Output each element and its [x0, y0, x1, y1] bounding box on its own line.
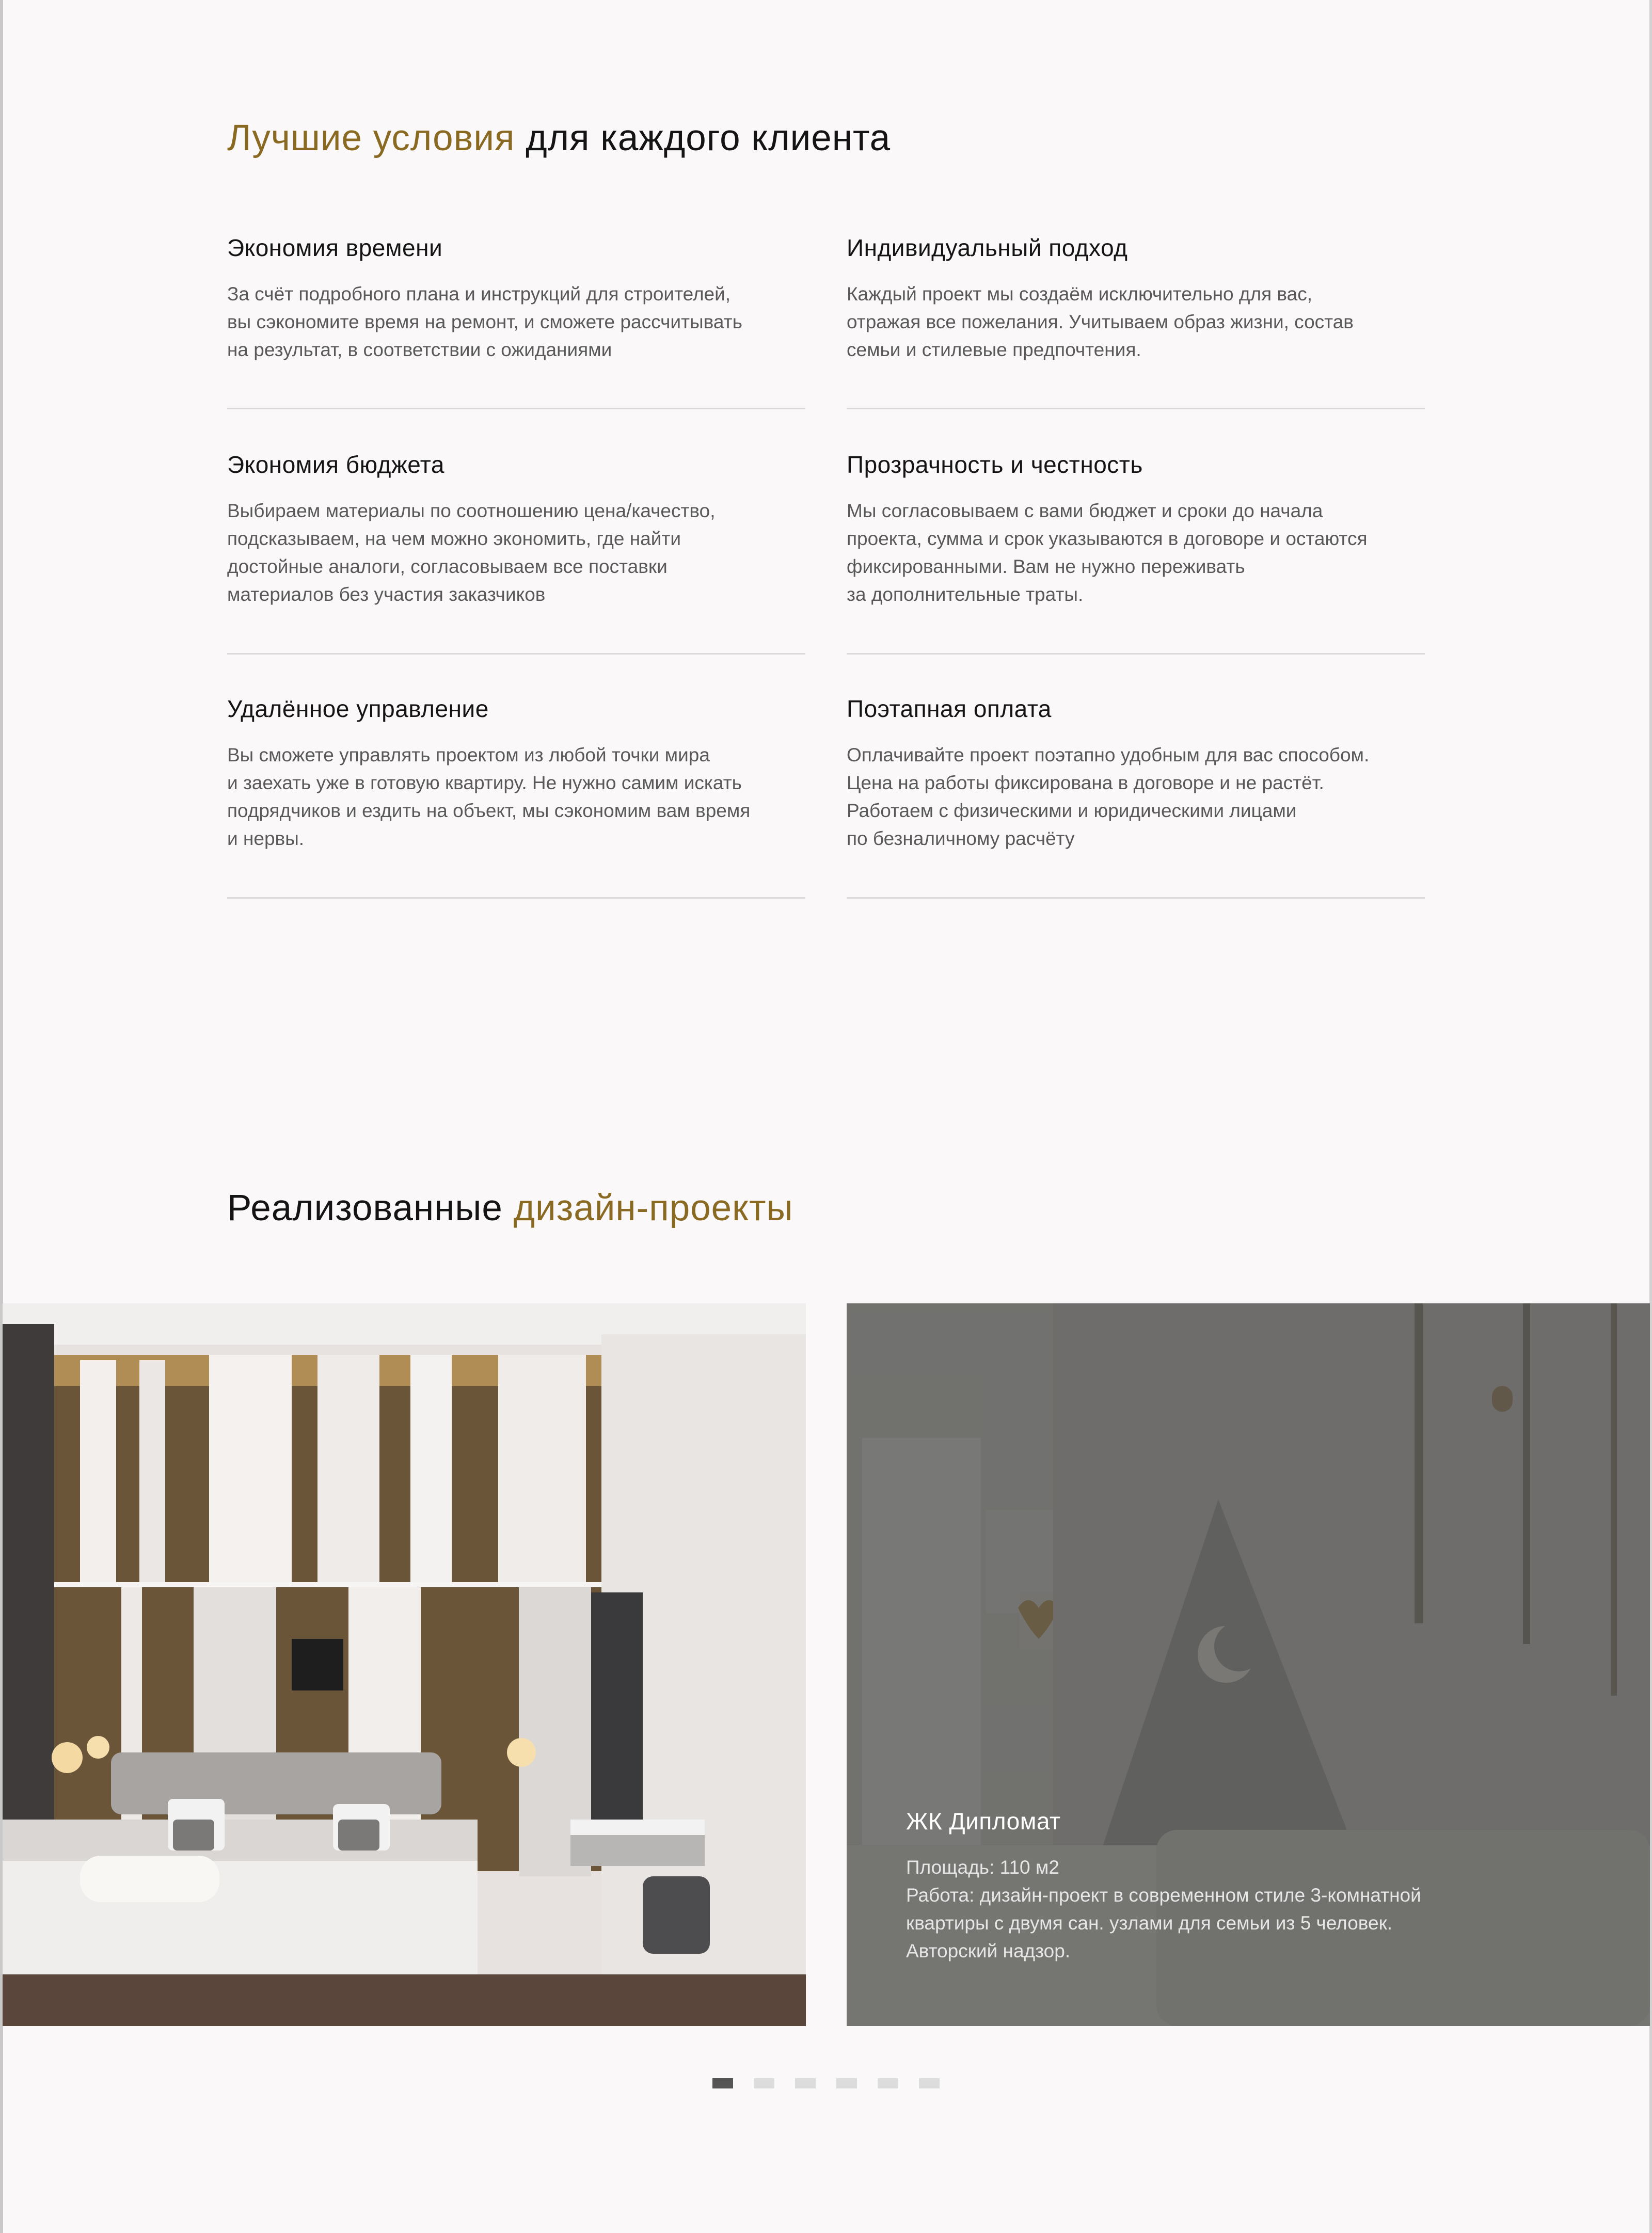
benefit-time-saving: [227, 236, 805, 364]
divider: [227, 408, 805, 409]
benefit-title: Экономия времени: [227, 234, 443, 261]
benefit-text: Мы согласовываем с вами бюджет и сроки до начала проекта, сумма и срок указываются в договоре и остаются фиксированными. Вам не нужно переживать за дополнительные траты.: [847, 500, 1368, 605]
divider: [847, 653, 1425, 655]
slider-dot-5[interactable]: [878, 2078, 898, 2088]
benefit-text: Выбираем материалы по соотношению цена/качество, подсказываем, на чем можно экономить, где найти достойные аналоги, согласовываем все поставки материалов без участия заказчиков: [227, 500, 716, 605]
benefit-title: Удалённое управление: [227, 695, 489, 722]
bedroom-interior-image: [3, 1303, 806, 2026]
benefit-title: Поэтапная оплата: [847, 695, 1052, 722]
benefits-heading-accent: Лучшие условия: [227, 118, 515, 158]
benefit-text: Каждый проект мы создаём исключительно для вас, отражая все пожелания. Учитываем образ жизни, состав семьи и стилевые предпочтения.: [847, 283, 1354, 360]
divider: [227, 897, 805, 899]
slider-dot-6[interactable]: [919, 2078, 940, 2088]
benefits-heading: [227, 120, 891, 156]
slider-pagination: [712, 2078, 940, 2088]
benefit-text: За счёт подробного плана и инструкций для строителей, вы сэкономите время на ремонт, и сможете рассчитывать на результат, в соответствии с ожиданиями: [227, 283, 742, 360]
benefit-text: Оплачивайте проект поэтапно удобным для вас способом. Цена на работы фиксирована в договоре и не растёт. Работаем с физическими и юридическими лицами по безналичному расчёту: [847, 744, 1370, 849]
projects-heading-plain: Реализованные: [227, 1188, 514, 1229]
project-slide-diplomat[interactable]: [847, 1303, 1650, 2026]
benefit-staged-payment: [847, 697, 1425, 853]
project-slide-bedroom[interactable]: [3, 1303, 806, 2026]
benefit-individual-approach: [847, 236, 1425, 364]
benefit-title: Прозрачность и честность: [847, 451, 1143, 478]
divider: [847, 408, 1425, 409]
slide-caption: [906, 1809, 1474, 1965]
benefit-budget-saving: [227, 453, 805, 609]
benefit-title: Индивидуальный подход: [847, 234, 1128, 261]
benefit-transparency: [847, 453, 1425, 609]
benefit-title: Экономия бюджета: [227, 451, 444, 478]
project-title: ЖК Дипломат: [906, 1808, 1061, 1835]
divider: [227, 653, 805, 655]
slider-dot-1[interactable]: [712, 2078, 733, 2088]
benefit-remote-management: [227, 697, 805, 853]
project-info: Площадь: 110 м2 Работа: дизайн-проект в современном стиле 3-комнатной квартиры с двумя сан. узлами для семьи из 5 человек. Авторский надзор.: [906, 1857, 1421, 1961]
slider-dot-3[interactable]: [795, 2078, 816, 2088]
divider: [847, 897, 1425, 899]
slider-dot-2[interactable]: [754, 2078, 774, 2088]
benefit-text: Вы сможете управлять проектом из любой точки мира и заехать уже в готовую квартиру. Не нужно самим искать подрядчиков и ездить на объект, мы сэкономим вам время и нервы.: [227, 744, 751, 849]
projects-heading: [227, 1188, 793, 1229]
slider-dot-4[interactable]: [836, 2078, 857, 2088]
projects-heading-accent: дизайн-проекты: [513, 1188, 793, 1229]
benefits-heading-rest: для каждого клиента: [515, 118, 891, 158]
